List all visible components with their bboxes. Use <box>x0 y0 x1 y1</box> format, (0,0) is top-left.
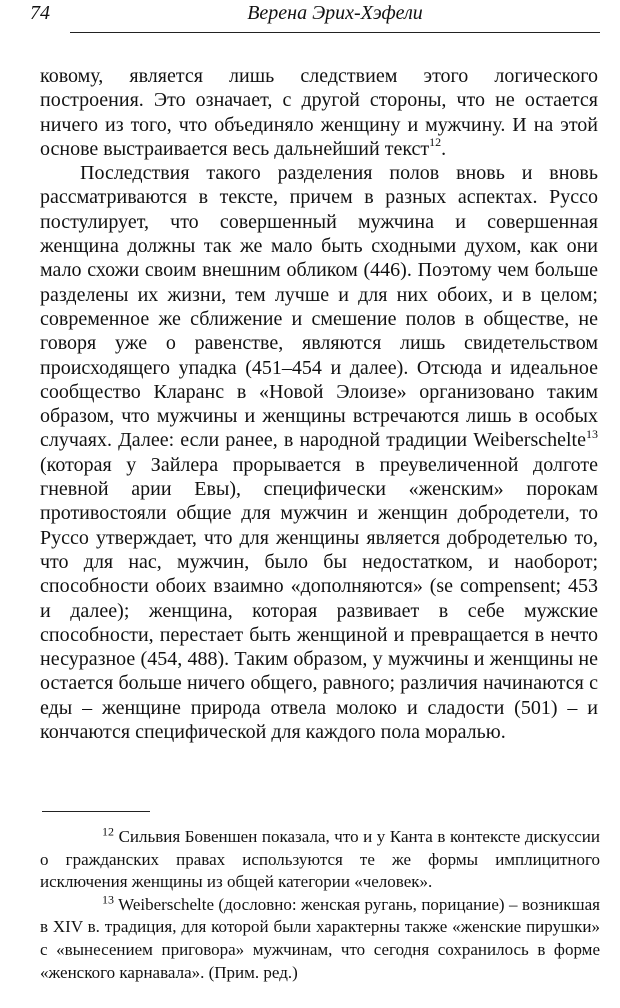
page-header <box>30 0 600 34</box>
running-title: Верена Эрих-Хэфели <box>247 2 423 24</box>
footnote-number: 13 <box>102 892 114 907</box>
footnote-text: Сильвия Бовеншен показала, что и у Канта в контексте дискуссии о гражданских правах используются те же формы имплицитного исключения женщины из общей категории «человек». <box>40 827 600 892</box>
main-text <box>40 64 598 744</box>
paragraph-2-text-a: Последствия такого разделения полов вновь и вновь рассматриваются в тексте, причем в разных аспектах. Руссо постулирует, что совершенный мужчина и совершенная женщина должны так же мало быть сходными духом, как они мало схожи своим внешним обликом (446). Поэтому чем больше разделены их жизни, тем лучше и для них обоих, и в целом; современное же сближение и смешение полов в обществе, не говоря уже о равенстве, являются лишь свидетельством происходящего упадка (451–454 и далее). Отсюда и идеальное сообщество Кларанс в «Новой Элоизе» организовано таким образом, что мужчины и женщины встречаются лишь в особых случаях. Далее: если ранее, в народной традиции Weiberschelte <box>40 162 598 452</box>
paragraph-1-text: ковому, является лишь следствием этого логического построения. Это означает, с другой стороны, что не остается ничего из того, что объединяло женщину и мужчину. И на этой основе выстраивается весь дальнейший текст <box>40 65 598 160</box>
paragraph-2 <box>40 161 598 744</box>
footnote-ref-12: 12 <box>429 135 442 150</box>
paragraph-1: ковому, является лишь следствием этого логического построения. Это означает, с другой стороны, что не остается ничего из того, что объединяло женщину и мужчину. И на этой основе выстраивается весь дальнейший текст$^{12}$. <box>40 65 598 160</box>
paragraph-2-text-b: (которая у Зайлера прорывается в преувеличенной долготе гневной арии Евы), специфически «женским» порокам противостояли общие для мужчин и женщин добродетели, то Руссо утверждает, что для женщины является добродетелью то, что для нас, мужчин, было бы недостатком, и наоборот; способности обоих взаимно «дополняются» (se compensent; 453 и далее); женщина, которая развивает в себе мужские способности, перестает быть женщиной и превращается в нечто несуразное (454, 488). Таким образом, у мужчины и женщины не остается больше ничего общего, равного; различия начинаются с еды – женщине природа отвела молоко и сладости (501) – и кончаются специфической для каждого пола моралью. <box>40 453 598 744</box>
footnote-number: 12 <box>102 824 114 839</box>
footnote-text: Weiberschelte (дословно: женская ругань, порицание) – возникшая в XIV в. традиция, для которой были характерны также «женские пирушки» с «вынесением приговора» мужчинам, что сегодня сохранилось в форме «женского карнавала». (Прим. ред.) <box>40 894 600 982</box>
footnote-separator <box>42 811 150 812</box>
page-number: 74 <box>30 2 50 24</box>
header-rule <box>70 32 600 33</box>
footnote-13 <box>40 894 600 984</box>
footnote-12 <box>40 826 600 894</box>
footnote-ref-13: 13 <box>586 426 598 441</box>
footnotes <box>40 826 600 984</box>
